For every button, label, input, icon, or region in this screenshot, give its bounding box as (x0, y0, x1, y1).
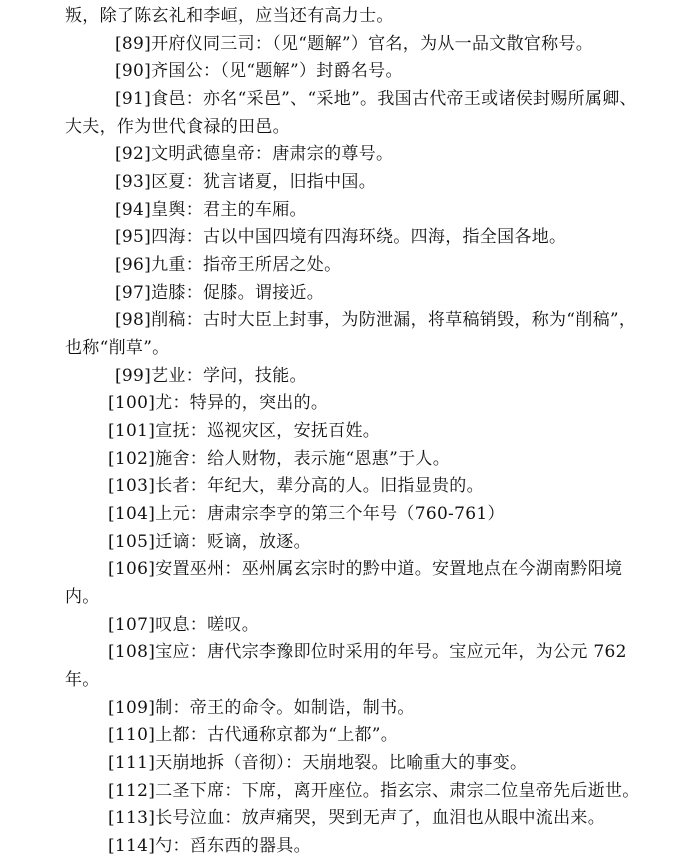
annotation-89: [89]开府仪同三司：（见“题解”）官名，为从一品文散官称号。 (115, 34, 594, 54)
annotation-108-cont: 年。 (65, 670, 100, 690)
annotation-104: [104]上元：唐肃宗李亨的第三个年号（760-761） (108, 504, 505, 524)
annotation-102: [102]施舍：给人财物，表示施“恩惠”于人。 (108, 449, 450, 469)
annotation-105: [105]迁谪：贬谪，放逐。 (108, 532, 311, 552)
annotation-112: [112]二圣下席：下席，离开座位。指玄宗、肃宗二位皇帝先后逝世。 (108, 781, 640, 801)
annotation-94: [94]皇舆：君主的车厢。 (115, 200, 307, 220)
annotation-95: [95]四海：古以中国四境有四海环绕。四海，指全国各地。 (115, 227, 567, 247)
annotation-106-cont: 内。 (65, 587, 100, 607)
annotation-101: [101]宣抚：巡视灾区，安抚百姓。 (108, 421, 381, 441)
annotation-107: [107]叹息：嗟叹。 (108, 615, 260, 635)
text-line-1: 叛，除了陈玄礼和李峘，应当还有高力士。 (65, 6, 394, 26)
annotation-93: [93]区夏：犹言诸夏，旧指中国。 (115, 172, 376, 192)
annotation-96: [96]九重：指帝王所居之处。 (115, 255, 342, 275)
annotation-114: [114]勺：舀东西的器具。 (108, 836, 311, 856)
annotation-99: [99]艺业：学问，技能。 (115, 366, 307, 386)
annotation-98: [98]削稿：古时大臣上封事，为防泄漏，将草稿销毁，称为“削稿”， (115, 310, 637, 330)
annotation-97: [97]造膝：促膝。谓接近。 (115, 283, 325, 303)
annotation-111: [111]天崩地拆（音彻）：天崩地裂。比喻重大的事变。 (108, 753, 528, 773)
annotation-113: [113]长号泣血：放声痛哭，哭到无声了，血泪也从眼中流出来。 (108, 808, 606, 828)
annotation-106: [106]安置巫州：巫州属玄宗时的黔中道。安置地点在今湖南黔阳境 (108, 559, 623, 579)
annotation-103: [103]长者：年纪大，辈分高的人。旧指显贵的。 (108, 476, 484, 496)
annotation-91-cont: 大夫，作为世代食禄的田邑。 (65, 117, 290, 137)
annotation-110: [110]上都：古代通称京都为“上都”。 (108, 725, 399, 745)
annotation-90: [90]齐国公：（见“题解”）封爵名号。 (115, 61, 403, 81)
annotation-91: [91]食邑：亦名“采邑”、“采地”。我国古代帝王或诸侯封赐所属卿、 (115, 89, 637, 109)
annotation-100: [100]尤：特异的，突出的。 (108, 393, 329, 413)
annotation-92: [92]文明武德皇帝：唐肃宗的尊号。 (115, 144, 394, 164)
annotation-109: [109]制：帝王的命令。如制诰，制书。 (108, 698, 415, 718)
annotation-98-cont: 也称“削草”。 (65, 338, 170, 358)
annotation-108: [108]宝应：唐代宗李豫即位时采用的年号。宝应元年，为公元 762 (108, 642, 627, 662)
